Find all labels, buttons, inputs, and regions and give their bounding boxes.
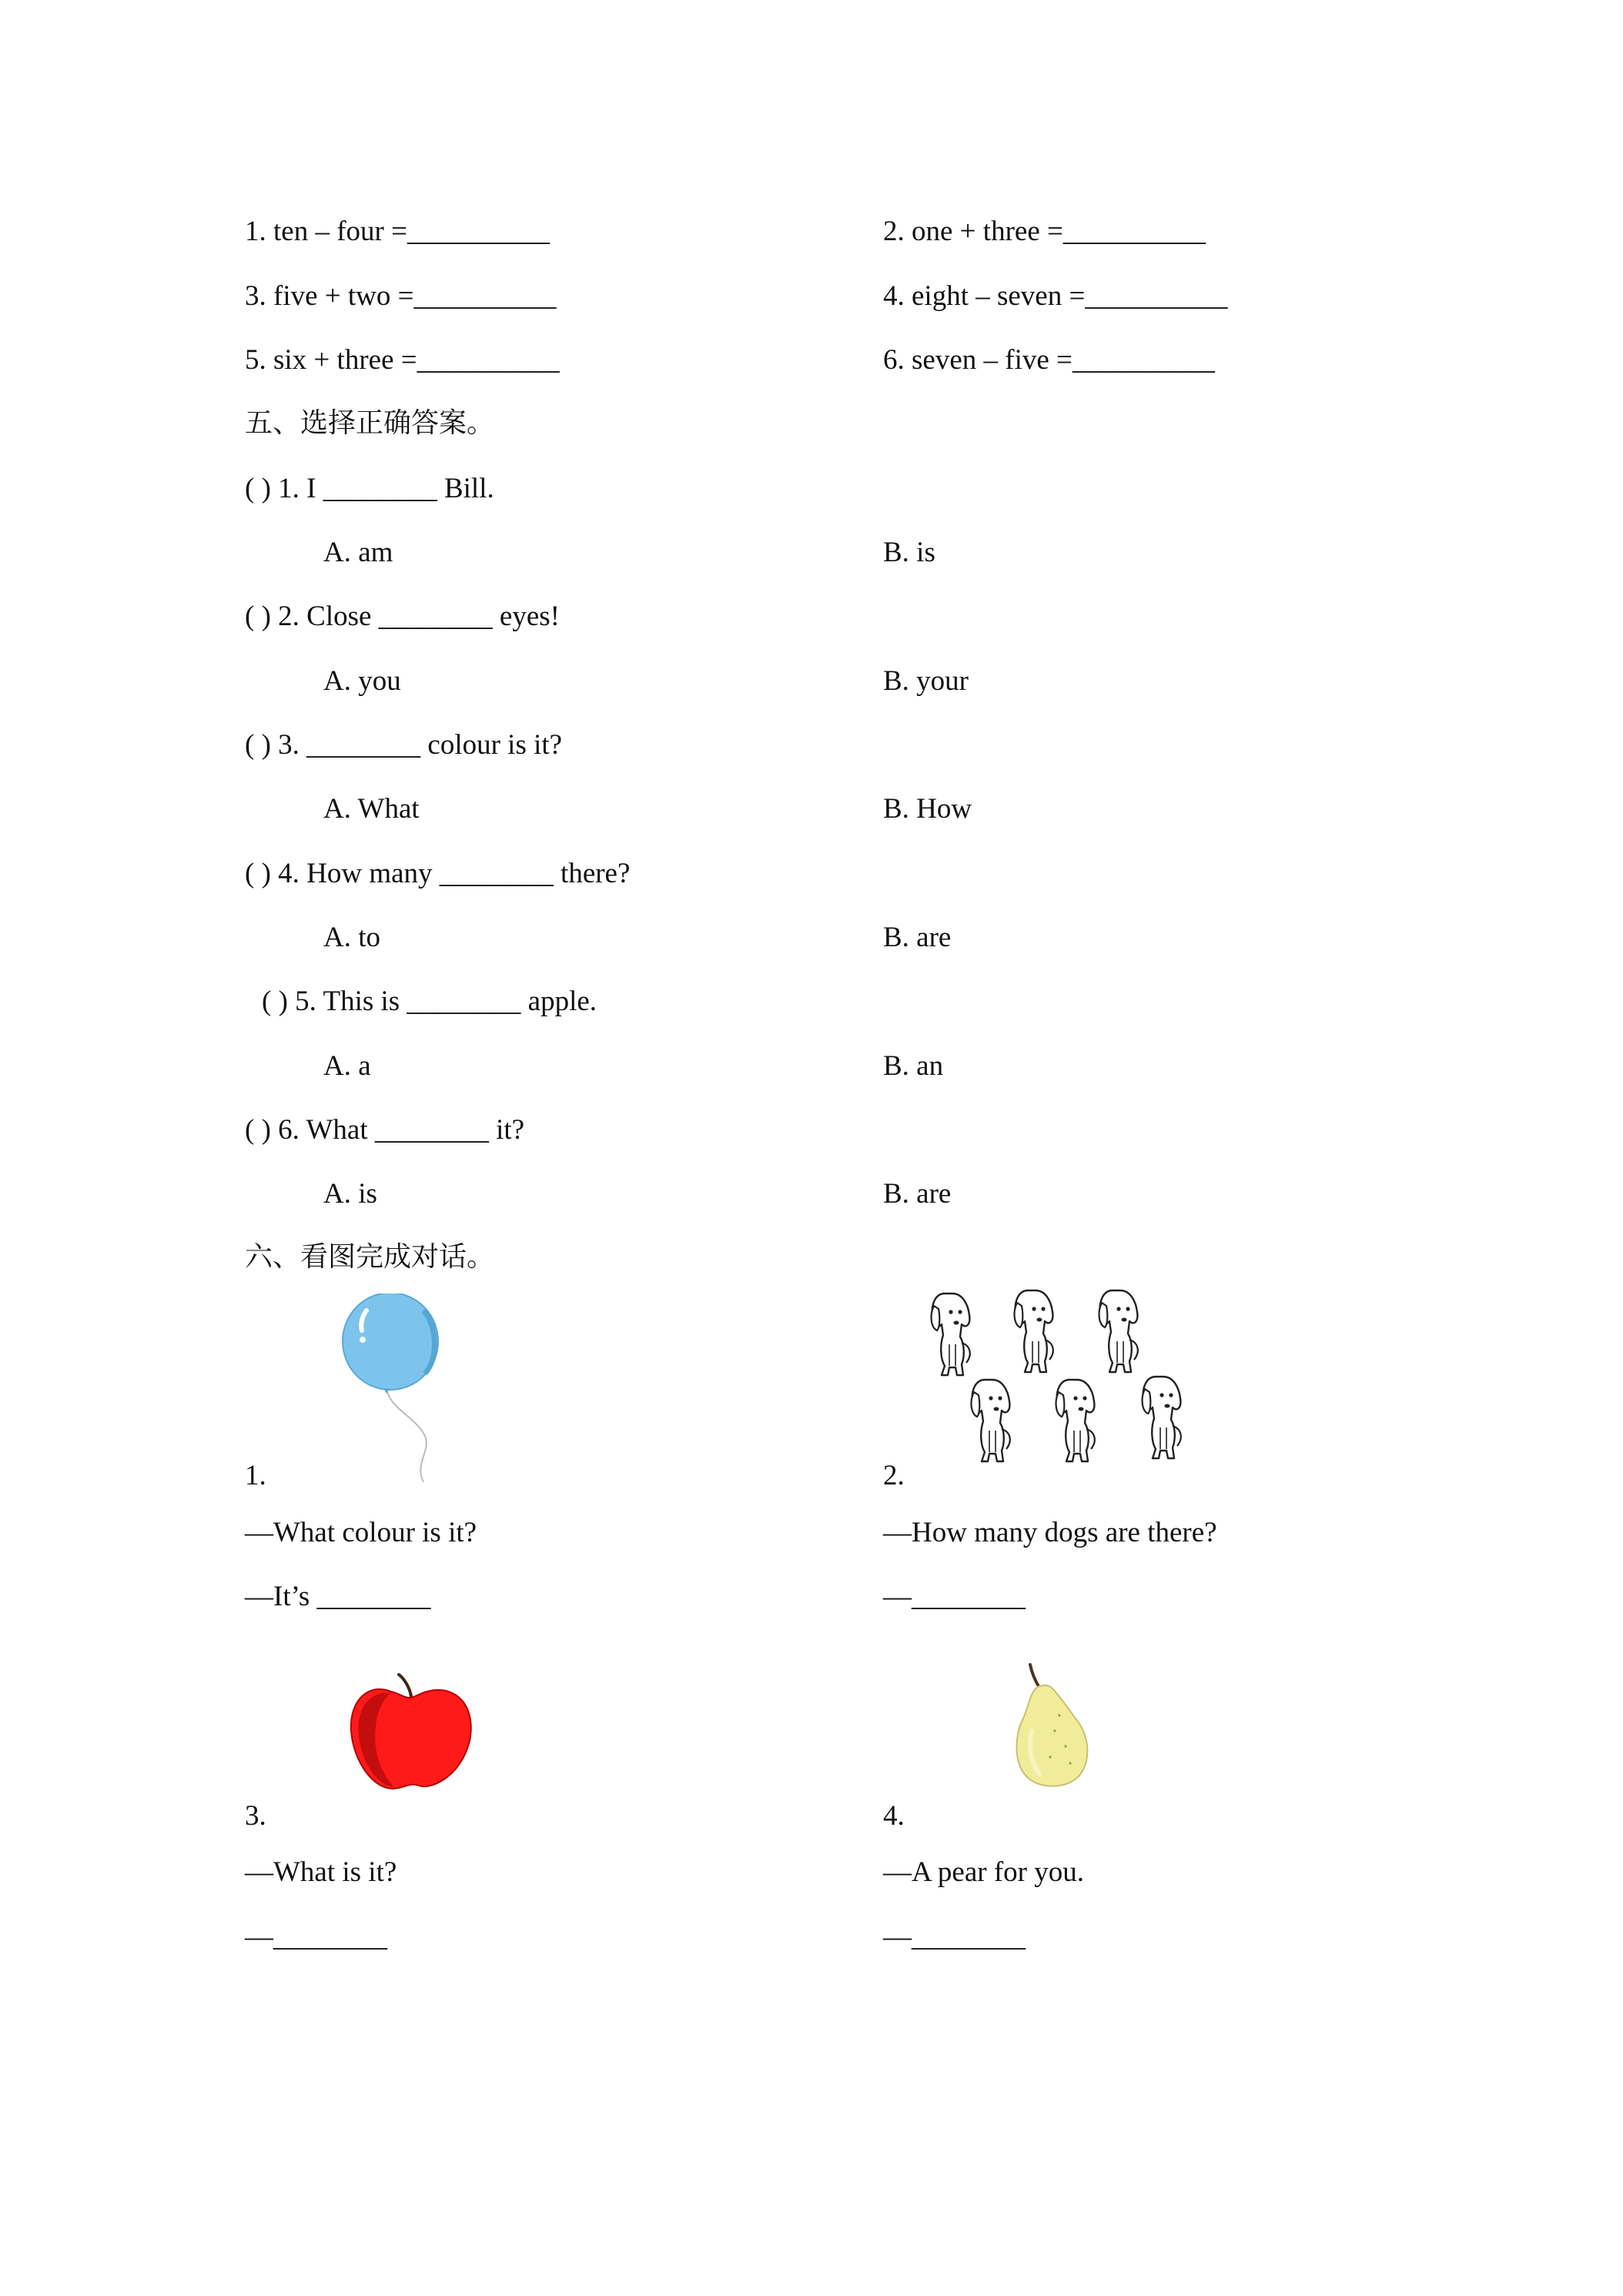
section5-heading: 五、选择正确答案。 xyxy=(245,407,495,439)
pear-picture xyxy=(1009,1662,1101,1792)
mc-q1-option-b: B. is xyxy=(883,537,935,568)
item2-question: —How many dogs are there? xyxy=(883,1517,1217,1548)
item4-number: 4. xyxy=(883,1800,905,1832)
item4-answer: —________ xyxy=(883,1921,1026,1953)
arith-q2: 2. one + three =__________ xyxy=(883,216,1206,247)
item1-answer: —It’s ________ xyxy=(245,1581,431,1612)
mc-q6-option-b: B. are xyxy=(883,1178,952,1210)
mc-q1-option-a: A. am xyxy=(323,537,393,568)
item2-number: 2. xyxy=(883,1460,905,1491)
mc-q2-option-b: B. your xyxy=(883,665,969,697)
mc-q4-stem: ( ) 4. How many ________ there? xyxy=(245,858,631,889)
mc-q2-stem: ( ) 2. Close ________ eyes! xyxy=(245,601,560,632)
item3-question: —What is it? xyxy=(245,1856,397,1888)
arith-q1: 1. ten – four =__________ xyxy=(245,216,550,247)
balloon-picture xyxy=(339,1294,454,1486)
mc-q1-stem: ( ) 1. I ________ Bill. xyxy=(245,473,494,504)
mc-q4-option-b: B. are xyxy=(883,922,952,953)
mc-q5-stem: ( ) 5. This is ________ apple. xyxy=(262,986,597,1017)
item3-answer: —________ xyxy=(245,1921,387,1953)
mc-q3-stem: ( ) 3. ________ colour is it? xyxy=(245,729,563,761)
apple-picture xyxy=(345,1659,476,1798)
mc-q5-option-b: B. an xyxy=(883,1050,944,1082)
item1-question: —What colour is it? xyxy=(245,1517,477,1548)
arith-q4: 4. eight – seven =__________ xyxy=(883,280,1228,312)
mc-q3-option-a: A. What xyxy=(323,793,420,825)
item4-question: —A pear for you. xyxy=(883,1856,1084,1888)
mc-q5-option-a: A. a xyxy=(323,1050,371,1082)
dogs-picture xyxy=(920,1286,1197,1494)
mc-q6-stem: ( ) 6. What ________ it? xyxy=(245,1114,525,1146)
arith-q5: 5. six + three =__________ xyxy=(245,344,560,376)
item1-number: 1. xyxy=(245,1460,266,1491)
section6-heading: 六、看图完成对话。 xyxy=(245,1241,495,1273)
mc-q6-option-a: A. is xyxy=(323,1178,377,1210)
mc-q3-option-b: B. How xyxy=(883,793,972,825)
arith-q6: 6. seven – five =__________ xyxy=(883,344,1215,376)
mc-q2-option-a: A. you xyxy=(323,665,401,697)
item2-answer: —________ xyxy=(883,1581,1026,1612)
mc-q4-option-a: A. to xyxy=(323,922,380,953)
item3-number: 3. xyxy=(245,1800,266,1832)
arith-q3: 3. five + two =__________ xyxy=(245,280,557,312)
